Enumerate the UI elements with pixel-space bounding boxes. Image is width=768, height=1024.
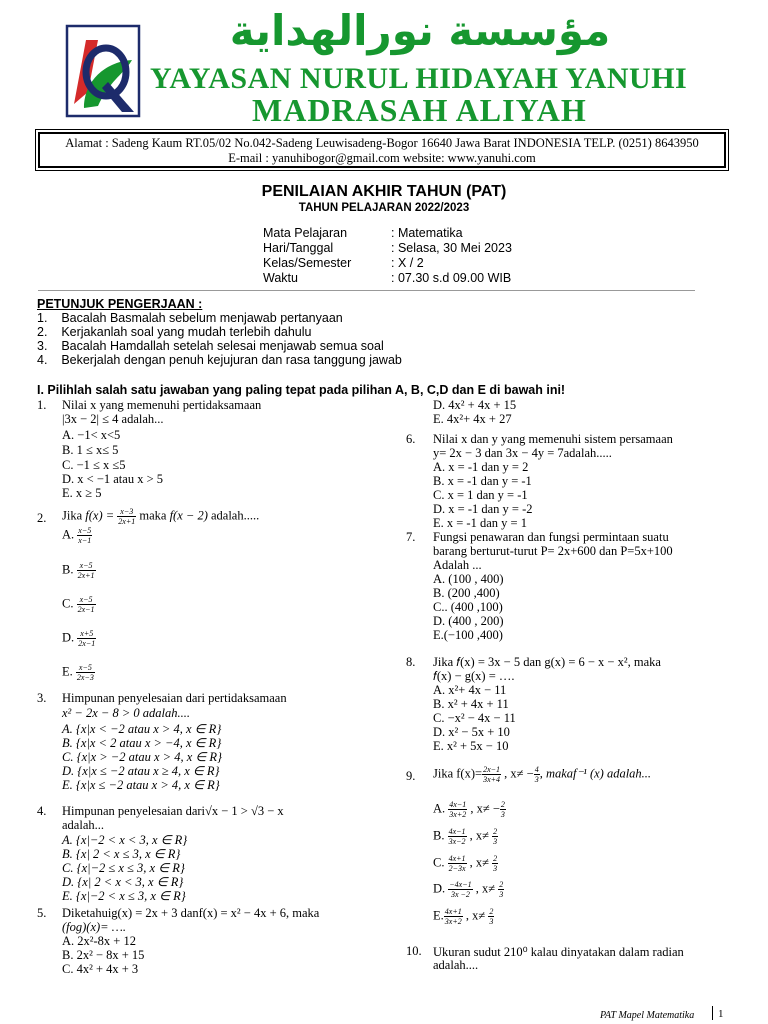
instruction-item: 1. Bacalah Basmalah sebelum menjawab pertanyaan bbox=[37, 311, 343, 325]
meta-value: : Matematika bbox=[391, 226, 463, 240]
meta-label: Kelas/Semester bbox=[263, 256, 352, 270]
question-text: adalah... bbox=[62, 818, 104, 832]
page-number: 1 bbox=[718, 1008, 724, 1020]
instructions-heading: PETUNJUK PENGERJAAN : bbox=[37, 297, 203, 311]
answer-option: B. 1 ≤ x≤ 5 bbox=[62, 443, 119, 457]
answer-option: D. {x| 2 < x < 3, x ∈ R} bbox=[62, 875, 184, 889]
question-text: (fog)(x)= …. bbox=[62, 920, 126, 934]
meta-value: : X / 2 bbox=[391, 256, 424, 270]
question-number: 1. bbox=[37, 398, 47, 412]
question-text: adalah.... bbox=[433, 958, 479, 972]
logo-emblem-icon bbox=[64, 22, 142, 120]
question-text: 𝑓(x) − g(x) = …. bbox=[433, 669, 515, 683]
meta-label: Mata Pelajaran bbox=[263, 226, 348, 240]
footer-divider bbox=[712, 1006, 713, 1020]
question-text: Ukuran sudut 210⁰ kalau dinyatakan dalam radian bbox=[433, 945, 684, 959]
answer-option: E. x² + 5x − 10 bbox=[433, 739, 509, 753]
answer-option: C. x = 1 dan y = -1 bbox=[433, 488, 528, 502]
question-text: barang berturut-turut P= 2x+600 dan P=5x+100 bbox=[433, 544, 673, 558]
exam-year: TAHUN PELAJARAN 2022/2023 bbox=[298, 202, 470, 214]
answer-option: A. x = -1 dan y = 2 bbox=[433, 460, 529, 474]
question-number: 2. bbox=[37, 511, 47, 525]
arabic-foundation-name: مؤسسة نورالهداية bbox=[229, 6, 611, 55]
school-name: MADRASAH ALIYAH bbox=[252, 92, 587, 128]
answer-option: B. {x|x < 2 atau x > −4, x ∈ R} bbox=[62, 736, 222, 750]
address-line: Alamat : Sadeng Kaum RT.05/02 No.042-Sadeng Leuwisadeng-Bogor 16640 Jawa Barat INDONESIA TELP. (0251) 8643950 bbox=[65, 136, 699, 150]
divider bbox=[38, 290, 695, 291]
section-title: I. Pilihlah salah satu jawaban yang paling tepat pada pilihan A, B, C,D dan E di bawah ini! bbox=[37, 383, 566, 397]
question-text: Diketahuig(x) = 2x + 3 danf(x) = x² − 4x + 6, maka bbox=[62, 906, 320, 920]
answer-option: C. −1 ≤ x ≤5 bbox=[62, 458, 126, 472]
answer-option: E. x = -1 dan y = 1 bbox=[433, 516, 527, 530]
answer-option: D. 4x² + 4x + 15 bbox=[433, 398, 517, 412]
question-text: Himpunan penyelesaian dari√x − 1 > √3 − x bbox=[62, 804, 284, 818]
meta-value: : Selasa, 30 Mei 2023 bbox=[391, 241, 512, 255]
answer-option: A. (100 , 400) bbox=[433, 572, 504, 586]
answer-option: D. $\frac{x+5}{2x-1}$ bbox=[62, 629, 96, 648]
answer-option: E. x ≥ 5 bbox=[62, 486, 102, 500]
answer-option: B. x = -1 dan y = -1 bbox=[433, 474, 532, 488]
meta-value: : 07.30 s.d 09.00 WIB bbox=[391, 271, 512, 285]
answer-option: B. {x| 2 < x ≤ 3, x ∈ R} bbox=[62, 847, 181, 861]
question-text: Jika 𝑓(x) = 3x − 5 dan g(x) = 6 − x − x², maka bbox=[433, 655, 661, 669]
answer-option: E. {x|−2 < x ≤ 3, x ∈ R} bbox=[62, 889, 186, 903]
answer-option: B. $\frac{x-5}{2x+1}$ bbox=[62, 561, 95, 580]
answer-option: E. $\frac{4x+1}{3x+2}$ , x≠ $\frac{2}{3}$ bbox=[433, 907, 494, 926]
question-number: 9. bbox=[406, 769, 416, 783]
answer-option: C. {x|−2 ≤ x ≤ 3, x ∈ R} bbox=[62, 861, 185, 875]
question-number: 3. bbox=[37, 691, 47, 705]
answer-option: C. −x² − 4x − 11 bbox=[433, 711, 516, 725]
answer-option: B. (200 ,400) bbox=[433, 586, 500, 600]
answer-option: E.(−100 ,400) bbox=[433, 628, 503, 642]
instruction-item: 4. Bekerjalah dengan penuh kejujuran dan rasa tanggung jawab bbox=[37, 353, 402, 367]
question-text: Fungsi penawaran dan fungsi permintaan suatu bbox=[433, 530, 669, 544]
answer-option: C. {x|x > −2 atau x > 4, x ∈ R} bbox=[62, 750, 223, 764]
answer-option: B. x² + 4x + 11 bbox=[433, 697, 509, 711]
answer-option: A. −1< x<5 bbox=[62, 428, 121, 442]
answer-option: A. x²+ 4x − 11 bbox=[433, 683, 507, 697]
answer-option: D. {x|x ≤ −2 atau x ≥ 4, x ∈ R} bbox=[62, 764, 220, 778]
answer-option: C. 4x² + 4x + 3 bbox=[62, 962, 139, 976]
contact-line: E-mail : yanuhibogor@gmail.com website: www.yanuhi.com bbox=[228, 151, 536, 165]
instruction-item: 2. Kerjakanlah soal yang mudah terlebih dahulu bbox=[37, 325, 312, 339]
question-text: Jika f(x) = $\frac{x-3}{2x+1}$ maka f(x − 2) adalah..... bbox=[62, 507, 260, 526]
footer-label: PAT Mapel Matematika bbox=[600, 1010, 695, 1021]
answer-option: C.. (400 ,100) bbox=[433, 600, 503, 614]
question-expression: |3x − 2| ≤ 4 adalah... bbox=[62, 412, 164, 426]
question-text: Nilai x yang memenuhi pertidaksamaan bbox=[62, 398, 262, 412]
answer-option: E. {x|x ≤ −2 atau x > 4, x ∈ R} bbox=[62, 778, 220, 792]
answer-option: A. 2x²-8x + 12 bbox=[62, 934, 136, 948]
address-box bbox=[38, 132, 726, 168]
exam-title: PENILAIAN AKHIR TAHUN (PAT) bbox=[261, 183, 507, 200]
question-text: Nilai x dan y yang memenuhi sistem persamaan bbox=[433, 432, 673, 446]
question-text: y= 2x − 3 dan 3x − 4y = 7adalah..... bbox=[433, 446, 612, 460]
answer-option: A. $\frac{x-5}{x-1}$ bbox=[62, 526, 92, 545]
question-number: 5. bbox=[37, 906, 47, 920]
question-number: 10. bbox=[406, 944, 422, 958]
answer-option: E. $\frac{x-5}{2x-3}$ bbox=[62, 663, 94, 682]
question-text: Himpunan penyelesaian dari pertidaksamaan bbox=[62, 691, 287, 705]
question-number: 4. bbox=[37, 804, 47, 818]
question-number: 6. bbox=[406, 432, 416, 446]
answer-option: D. (400 , 200) bbox=[433, 614, 504, 628]
meta-label: Waktu bbox=[263, 271, 298, 285]
answer-option: B. $\frac{4x-1}{3x-2}$ , x≠ $\frac{2}{3}$ bbox=[433, 827, 498, 846]
question-text: Adalah ... bbox=[433, 558, 482, 572]
answer-option: C. $\frac{4x+1}{2-3x}$ , x≠ $\frac{2}{3}$ bbox=[433, 854, 498, 873]
answer-option: A. $\frac{4x-1}{3x+2}$ , x≠ − $\frac{2}{3}$ bbox=[433, 800, 505, 819]
answer-option: E. 4x²+ 4x + 27 bbox=[433, 412, 512, 426]
answer-option: D. x < −1 atau x > 5 bbox=[62, 472, 163, 486]
instruction-item: 3. Bacalah Hamdallah setelah selesai menjawab semua soal bbox=[37, 339, 384, 353]
answer-option: A. {x|−2 < x < 3, x ∈ R} bbox=[62, 833, 188, 847]
answer-option: B. 2x² − 8x + 15 bbox=[62, 948, 145, 962]
answer-option: D. $\frac{-4x-1}{3x -2}$ , x≠ $\frac{2}{3}$ bbox=[433, 880, 504, 899]
foundation-logo bbox=[64, 22, 142, 120]
question-expression: x² − 2x − 8 > 0 adalah.... bbox=[62, 706, 190, 720]
answer-option: A. {x|x < −2 atau x > 4, x ∈ R} bbox=[62, 722, 222, 736]
answer-option: D. x = -1 dan y = -2 bbox=[433, 502, 533, 516]
meta-label: Hari/Tanggal bbox=[263, 241, 334, 255]
answer-option: C. $\frac{x-5}{2x-1}$ bbox=[62, 595, 95, 614]
question-text: Jika f(x)= $\frac{2x-1}{3x+4}$ , x≠ − $\frac{4}{3}$ , makaf⁻¹ (x) adalah... bbox=[433, 765, 652, 784]
answer-option: D. x² − 5x + 10 bbox=[433, 725, 510, 739]
foundation-name: YAYASAN NURUL HIDAYAH YANUHI bbox=[150, 62, 688, 95]
question-number: 7. bbox=[406, 530, 416, 544]
question-number: 8. bbox=[406, 655, 416, 669]
